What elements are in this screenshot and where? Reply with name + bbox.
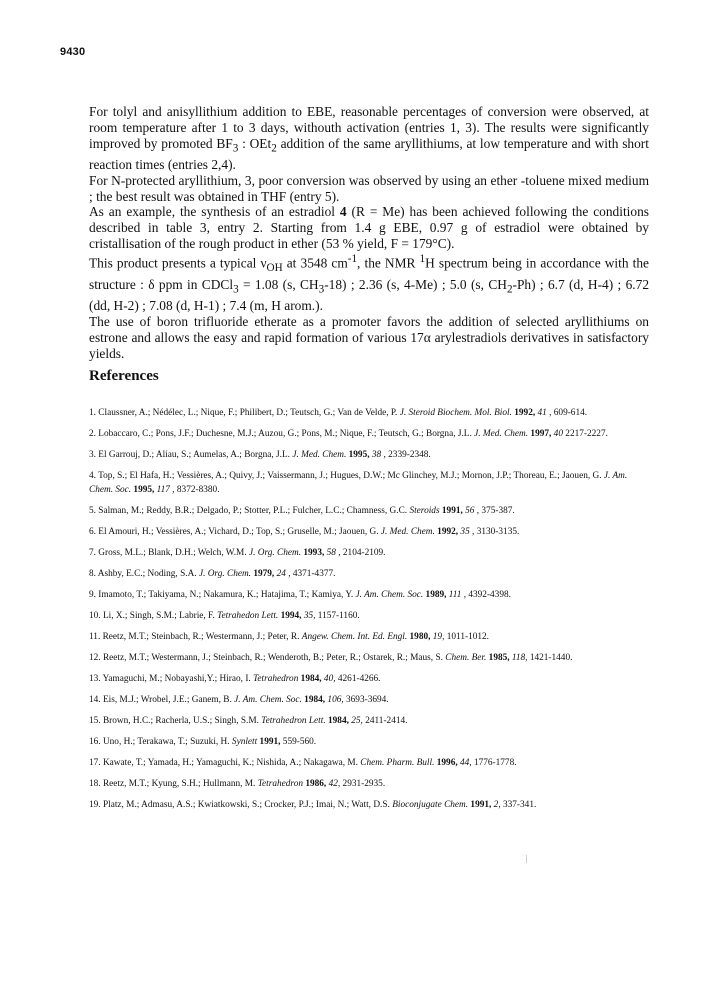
reference-item: 16. Uno, H.; Terakawa, T.; Suzuki, H. Synlett 1991, 559-560. xyxy=(89,737,317,747)
reference-item: 4. Top, S.; El Hafa, H.; Vessières, A.; Quivy, J.; Vaissermann, J.; Hugues, D.W.; Mc Glinchey, M.J.; Mornon, J.P.; Thoreau, E.; Jaouen, G. J. Am. Chem. Soc. 1995, 117 , 8372-8380. xyxy=(89,471,628,495)
text-run: , the NMR xyxy=(357,255,420,271)
text-run: H spectrum being in accordance with the structure : δ ppm in CDCl xyxy=(89,255,649,292)
reference-item: 14. Eis, M.J.; Wrobel, J.E.; Ganem, B. J. Am. Chem. Soc. 1984, 106, 3693-3694. xyxy=(89,695,389,705)
reference-item: 7. Gross, M.L.; Blank, D.H.; Welch, W.M. J. Org. Chem. 1993, 58 , 2104-2109. xyxy=(89,548,386,558)
compound-number: 4 xyxy=(339,204,347,220)
reference-item: 13. Yamaguchi, M.; Nobayashi,Y.; Hirao, I. Tetrahedron 1984, 40, 4261-4266. xyxy=(89,674,381,684)
references-list xyxy=(89,406,649,819)
text-run: For tolyl and anisyllithium addition to EBE, reasonable percentages of conversion were observed, at room temperature after 1 to 3 days, withouth activation (entries 1, 3). The results were significantly improved by promoted BF xyxy=(89,104,649,151)
reference-item: 15. Brown, H.C.; Racherla, U.S.; Singh, S.M. Tetrahedron Lett. 1984, 25, 2411-2414. xyxy=(89,716,408,726)
reference-item: 1. Claussner, A.; Nédélec, L.; Nique, F.; Philibert, D.; Teutsch, G.; Van de Velde, P. J. Steroid Biochem. Mol. Biol. 1992, 41 , 609-614. xyxy=(89,408,588,418)
subscript: 3 xyxy=(233,283,239,296)
text-run: (R = Me) has been achieved following the conditions described in table 3, entry 2. Starting from 1.4 g EBE, 0.97 g of estradiol were obtained by cristallisation of the rough product in ether (53 % yield, F = 179°C). xyxy=(89,204,650,252)
text-run: -Ph) ; 6.7 (d, H-4) ; 6.72 (dd, H-2) ; 7.08 (d, H-1) ; 7.4 (m, H arom.). xyxy=(89,276,650,314)
reference-item: 6. El Amouri, H.; Vessières, A.; Vichard, D.; Top, S.; Gruselle, M.; Jaouen, G. J. Med. Chem. 1992, 35 , 3130-3135. xyxy=(89,527,520,537)
superscript: -1 xyxy=(347,252,358,265)
reference-item: 11. Reetz, M.T.; Steinbach, R.; Westermann, J.; Peter, R. Angew. Chem. Int. Ed. Engl. 1980, 19, 1011-1012. xyxy=(89,632,489,642)
text-run: This product presents a typical ν xyxy=(89,255,267,271)
reference-item: 5. Salman, M.; Reddy, B.R.; Delgado, P.; Stotter, P.L.; Fulcher, L.C.; Chamness, G.C. Steroids 1991, 56 , 375-387. xyxy=(89,506,515,516)
reference-item: 8. Ashby, E.C.; Noding, S.A. J. Org. Chem. 1979, 24 , 4371-4377. xyxy=(89,569,336,579)
references-heading: References xyxy=(89,368,159,384)
subscript: 2 xyxy=(271,142,277,155)
paragraph-conclusion: The use of boron trifluoride etherate as a promoter favors the addition of selected aryllithiums on estrone and allows the easy and rapid formation of various 17α arylestradiols derivatives in satisfactory yields. xyxy=(89,314,649,361)
subscript: 2 xyxy=(506,283,513,296)
reference-item: 12. Reetz, M.T.; Westermann, J.; Steinbach, R.; Wenderoth, B.; Peter, R.; Ostarek, R.; Maus, S. Chem. Ber. 1985, 118, 1421-1440. xyxy=(89,653,573,663)
text-run: at 3548 cm xyxy=(282,255,348,271)
reference-item: 3. El Garrouj, D.; Aliau, S.; Aumelas, A.; Borgna, J.L. J. Med. Chem. 1995, 38 , 2339-2348. xyxy=(89,450,431,460)
scan-mark xyxy=(526,855,527,863)
reference-item: 18. Reetz, M.T.; Kyung, S.H.; Hullmann, M. Tetrahedron 1986, 42, 2931-2935. xyxy=(89,779,386,789)
superscript: 1 xyxy=(419,252,426,265)
subscript: 3 xyxy=(318,283,325,296)
paragraph-synthesis-example xyxy=(89,204,649,251)
reference-item: 2. Lobaccaro, C.; Pons, J.F.; Duchesne, M.J.; Auzou, G.; Pons, M.; Nique, F.; Teutsch, G.; Borgna, J.L. J. Med. Chem. 1997, 40 2217-2227. xyxy=(89,429,608,439)
reference-item: 9. Imamoto, T.; Takiyama, N.; Nakamura, K.; Hatajima, T.; Kamiya, Y. J. Am. Chem. Soc. 1989, 111 , 4392-4398. xyxy=(89,590,511,600)
reference-item: 17. Kawate, T.; Yamada, H.; Yamaguchi, K.; Nishida, A.; Nakagawa, M. Chem. Pharm. Bull. 1996, 44, 1776-1778. xyxy=(89,758,517,768)
paragraph-conversion-results xyxy=(89,104,649,173)
text-run: As an example, the synthesis of an estradiol xyxy=(89,204,340,220)
reference-item: 19. Platz, M.; Admasu, A.S.; Kwiatkowski, S.; Crocker, P.J.; Imai, N.; Watt, D.S. Bioconjugate Chem. 1991, 2, 337-341. xyxy=(89,800,537,810)
subscript: 3 xyxy=(232,142,239,155)
text-run: = 1.08 (s, CH xyxy=(238,276,319,292)
paragraph-n-protected: For N-protected aryllithium, 3, poor conversion was observed by using an ether -toluene mixed medium ; the best result was obtained in THF (entry 5). xyxy=(89,172,649,204)
text-run: : OEt xyxy=(238,135,272,151)
reference-item: 10. Li, X.; Singh, S.M.; Labrie, F. Tetrahedon Lett. 1994, 35, 1157-1160. xyxy=(89,611,360,621)
paragraph-spectral-data xyxy=(89,252,649,314)
page-number: 9430 xyxy=(60,46,86,58)
body-text xyxy=(89,104,649,361)
subscript: OH xyxy=(266,261,283,274)
text-run: -18) ; 2.36 (s, 4-Me) ; 5.0 (s, CH xyxy=(324,276,507,292)
text-run: addition of the same aryllithiums, at low temperature and with short reaction times (entries 2,4). xyxy=(89,135,649,173)
